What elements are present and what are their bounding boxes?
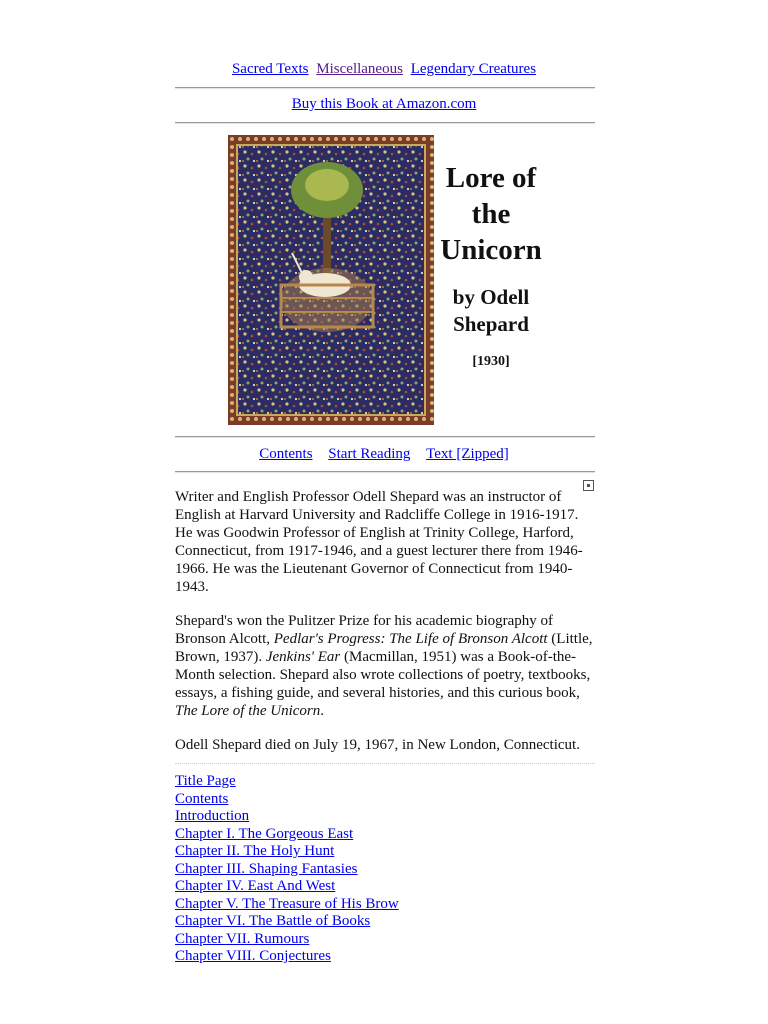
toc-link-chapter-8[interactable]: Chapter VIII. Conjectures xyxy=(175,948,331,964)
buy-amazon-link[interactable]: Buy this Book at Amazon.com xyxy=(291,96,477,112)
start-reading-link[interactable]: Start Reading xyxy=(328,446,411,462)
sacred-texts-link[interactable]: Sacred Texts xyxy=(231,61,309,77)
divider xyxy=(175,87,595,89)
divider xyxy=(175,471,595,473)
table-of-contents xyxy=(175,773,399,966)
toc-link-chapter-5[interactable]: Chapter V. The Treasure of His Brow xyxy=(175,895,399,912)
contents-link[interactable]: Contents xyxy=(259,446,313,462)
toc-link-chapter-6[interactable]: Chapter VI. The Battle of Books xyxy=(175,913,371,929)
toc-link-title-page[interactable]: Title Page xyxy=(175,773,236,789)
text-zipped-link[interactable]: Text [Zipped] xyxy=(426,446,509,462)
author-biography xyxy=(175,488,595,770)
divider xyxy=(175,763,595,764)
miscellaneous-link[interactable]: Miscellaneous xyxy=(316,61,403,77)
top-navigation xyxy=(0,61,768,78)
book-year: [1930] xyxy=(472,354,510,369)
legendary-creatures-link[interactable]: Legendary Creatures xyxy=(410,61,537,77)
toc-link-chapter-4[interactable]: Chapter IV. East And West xyxy=(175,878,336,894)
divider xyxy=(175,436,595,438)
toc-link-contents[interactable]: Contents xyxy=(175,790,229,807)
toc-link-chapter-2[interactable]: Chapter II. The Holy Hunt xyxy=(175,843,335,859)
book-title: Lore of the Unicorn xyxy=(440,162,542,266)
toc-link-chapter-3[interactable]: Chapter III. Shaping Fantasies xyxy=(175,860,358,877)
bio-paragraph: Shepard's won the Pulitzer Prize for his academic biography of Bronson Alcott, Pedlar's Progress: The Life of Bronson Alcott (Little, Brown, 1937). Jenkins' Ear (Macmillan, 1951) was a Book-of-the-Month selection. Shepard also wrote collections of poetry, textbooks, essays, a fishing guide, and several histories, and this curious book, The Lore of the Unicorn. xyxy=(175,613,593,719)
bio-paragraph: Writer and English Professor Odell Shepard was an instructor of English at Harvard University and Radcliffe College in 1916-1917. He was Goodwin Professor of English at Trinity College, Harford, Connecticut, from 1917-1946, and a guest lecturer there from 1946-1966. He was the Lieutenant Governor of Connecticut from 1940-1943. xyxy=(175,489,583,595)
book-navigation xyxy=(0,446,768,463)
amazon-section xyxy=(0,96,768,113)
book-title-block xyxy=(436,160,546,370)
toc-link-chapter-1[interactable]: Chapter I. The Gorgeous East xyxy=(175,825,354,842)
toc-link-chapter-7[interactable]: Chapter VII. Rumours xyxy=(175,930,310,947)
bio-paragraph: Odell Shepard died on July 19, 1967, in New London, Connecticut. xyxy=(175,737,580,753)
toc-link-introduction[interactable]: Introduction xyxy=(175,808,250,824)
book-author: by Odell Shepard xyxy=(452,285,530,336)
unicorn-tapestry-image xyxy=(228,135,434,425)
divider xyxy=(175,122,595,124)
